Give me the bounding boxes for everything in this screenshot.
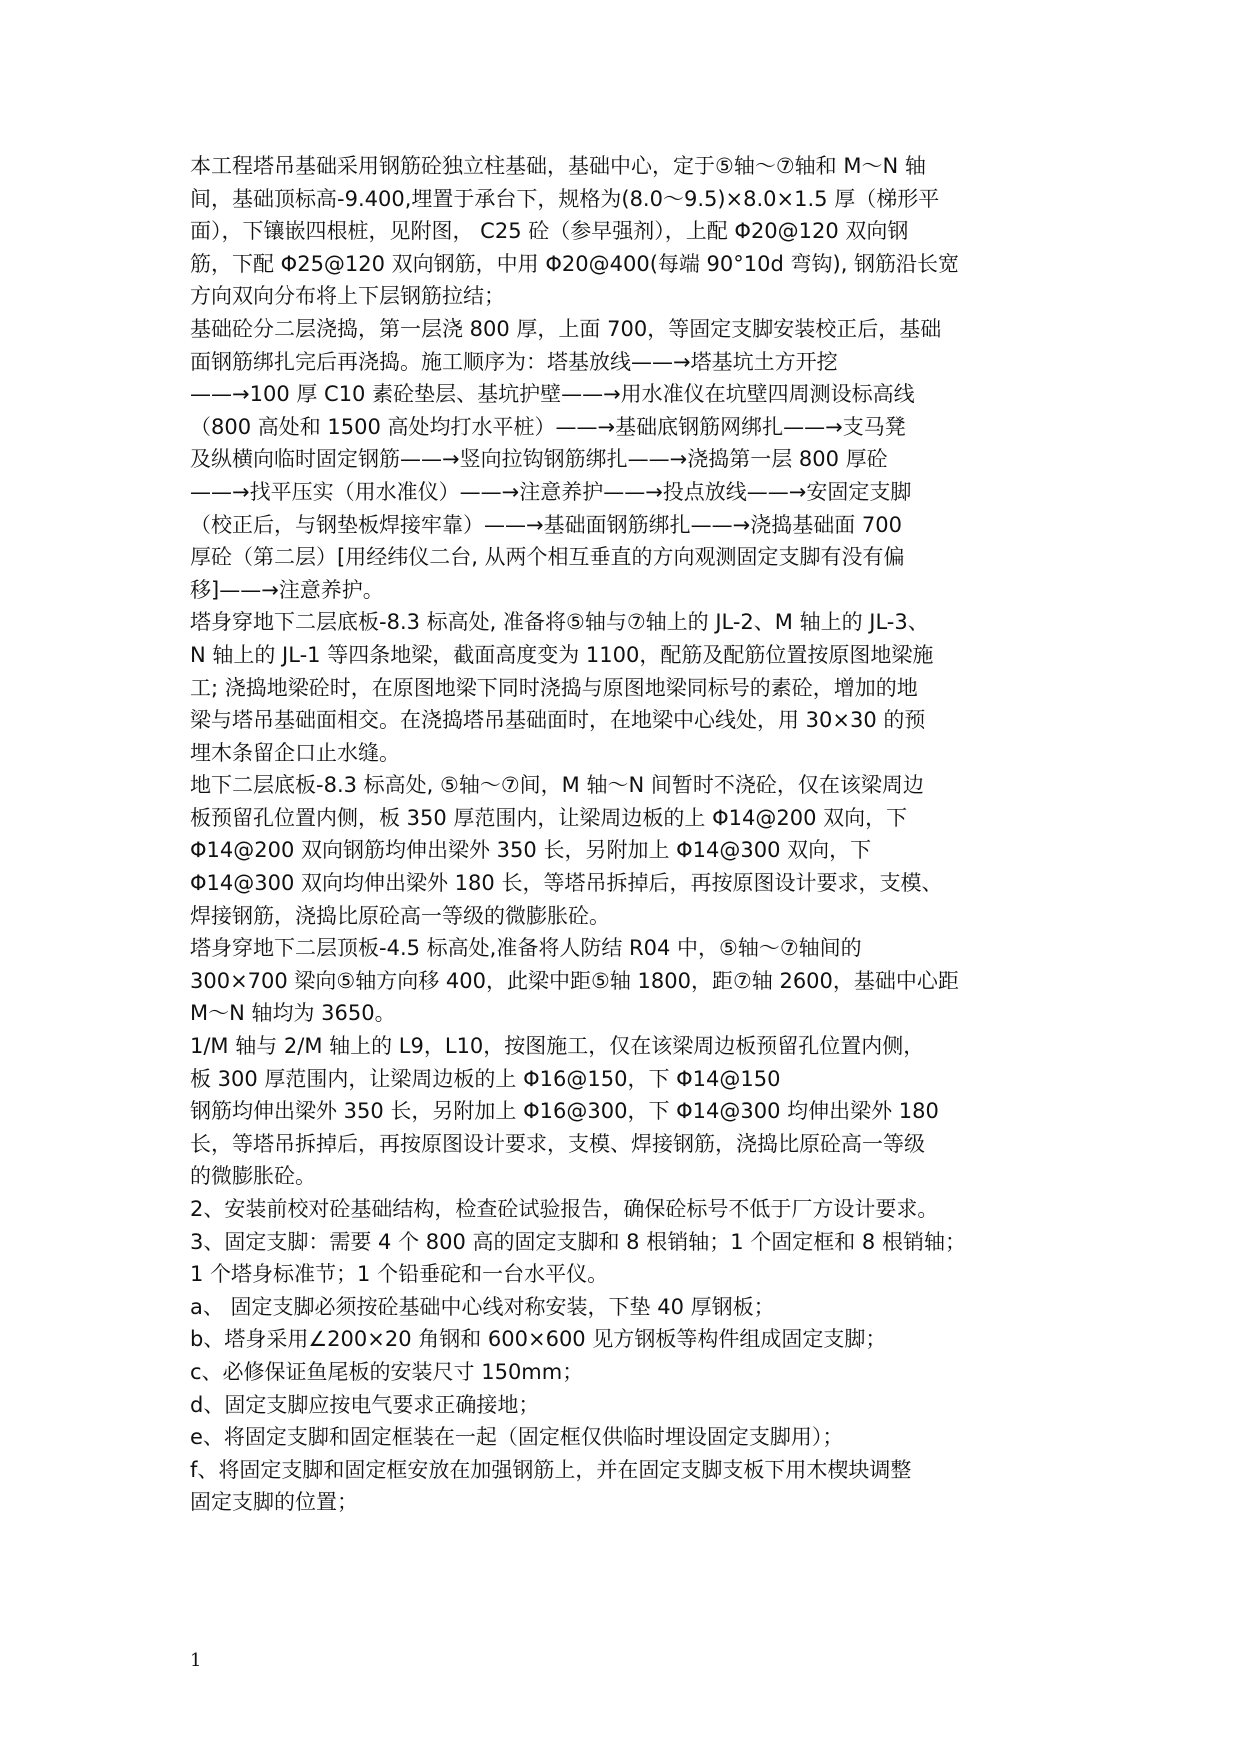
text-line: 基础砼分二层浇捣，第一层浇 800 厚，上面 700，等固定支脚安装校正后，基础 xyxy=(190,316,942,341)
text-line: N 轴上的 JL-1 等四条地梁，截面高度变为 1100，配筋及配筋位置按原图地梁施 xyxy=(190,642,934,667)
text-line: 埋木条留企口止水缝。 xyxy=(190,740,400,765)
text-line: Φ14@200 双向钢筋均伸出梁外 350 长，另附加上 Φ14@300 双向，下 xyxy=(190,838,872,863)
text-line: e、将固定支脚和固定框装在一起（固定框仅供临时埋设固定支脚用）； xyxy=(190,1425,844,1450)
text-line: 固定支脚的位置； xyxy=(190,1490,358,1515)
text-line: f、将固定支脚和固定框安放在加强钢筋上，并在固定支脚支板下用木楔块调整 xyxy=(190,1457,912,1482)
text-line: Φ14@300 双向均伸出梁外 180 长，等塔吊拆掉后，再按原图设计要求，支模、 xyxy=(190,871,943,896)
text-line: 1 个塔身标准节；1 个铅垂砣和一台水平仪。 xyxy=(190,1262,609,1287)
text-line: 间，基础顶标高-9.400,埋置于承台下，规格为(8.0～9.5)×8.0×1.5 厚（梯形平 xyxy=(190,186,940,211)
text-line: 焊接钢筋，浇捣比原砼高一等级的微膨胀砼。 xyxy=(190,903,610,928)
text-line: 方向双向分布将上下层钢筋拉结； xyxy=(190,284,505,309)
text-line: a、 固定支脚必须按砼基础中心线对称安装，下垫 40 厚钢板； xyxy=(190,1294,775,1319)
text-line: 板预留孔位置内侧，板 350 厚范围内，让梁周边板的上 Φ14@200 双向，下 xyxy=(190,805,908,830)
text-line: （校正后，与钢垫板焊接牢靠）——→基础面钢筋绑扎——→浇捣基础面 700 xyxy=(190,512,902,537)
text-line: 及纵横向临时固定钢筋——→竖向拉钩钢筋绑扎——→浇捣第一层 800 厚砼 xyxy=(190,447,888,472)
text-line: 厚砼（第二层）[用经纬仪二台, 从两个相互垂直的方向观测固定支脚有没有偏 xyxy=(190,545,905,570)
text-line: ——→100 厚 C10 素砼垫层、基坑护壁——→用水准仪在坑壁四周测设标高线 xyxy=(190,382,915,407)
document-body xyxy=(190,150,1070,1519)
text-line: M～N 轴均为 3650。 xyxy=(190,1001,396,1026)
text-line: c、必修保证鱼尾板的安装尺寸 150mm； xyxy=(190,1359,584,1384)
text-line: 长，等塔吊拆掉后，再按原图设计要求，支模、焊接钢筋，浇捣比原砼高一等级 xyxy=(190,1131,925,1156)
text-line: ——→找平压实（用水准仪）——→注意养护——→投点放线——→安固定支脚 xyxy=(190,479,912,504)
text-line: 1/M 轴与 2/M 轴上的 L9，L10，按图施工，仅在该梁周边板预留孔位置内侧， xyxy=(190,1034,925,1059)
text-line: 面），下镶嵌四根桩，见附图， C25 砼（参早强剂），上配 Φ20@120 双向钢 xyxy=(190,219,909,244)
text-line: （800 高处和 1500 高处均打水平桩）——→基础底钢筋网绑扎——→支马凳 xyxy=(190,414,906,439)
text-line: 塔身穿地下二层顶板-4.5 标高处,准备将人防结 R04 中，⑤轴～⑦轴间的 xyxy=(190,936,862,961)
text-line: 移]——→注意养护。 xyxy=(190,577,384,602)
text-line: 梁与塔吊基础面相交。在浇捣塔吊基础面时，在地梁中心线处，用 30×30 的预 xyxy=(190,708,926,733)
text-line: 钢筋均伸出梁外 350 长，另附加上 Φ16@300，下 Φ14@300 均伸出梁外 180 xyxy=(190,1099,939,1124)
text-line: 筋，下配 Φ25@120 双向钢筋，中用 Φ20@400(每端 90°10d 弯钩), 钢筋沿长宽 xyxy=(190,251,960,276)
text-line: 工; 浇捣地梁砼时，在原图地梁下同时浇捣与原图地梁同标号的素砼，增加的地 xyxy=(190,675,918,700)
text-line: 面钢筋绑扎完后再浇捣。施工顺序为：塔基放线——→塔基坑土方开挖 xyxy=(190,349,838,374)
text-line: 2、安装前校对砼基础结构，检查砼试验报告，确保砼标号不低于厂方设计要求。 xyxy=(190,1197,939,1221)
text-line: b、塔身采用∠200×20 角钢和 600×600 见方钢板等构件组成固定支脚； xyxy=(190,1327,887,1352)
text-line: 板 300 厚范围内，让梁周边板的上 Φ16@150，下 Φ14@150 xyxy=(190,1066,781,1091)
text-line: 塔身穿地下二层底板-8.3 标高处, 准备将⑤轴与⑦轴上的 JL-2、M 轴上的 JL-3、 xyxy=(190,610,929,635)
text-line: d、固定支脚应按电气要求正确接地； xyxy=(190,1392,540,1417)
text-line: 本工程塔吊基础采用钢筋砼独立柱基础，基础中心，定于⑤轴～⑦轴和 M～N 轴 xyxy=(190,154,926,178)
page-number: 1 xyxy=(190,1650,202,1671)
text-line: 的微膨胀砼。 xyxy=(190,1164,316,1189)
text-line: 地下二层底板-8.3 标高处, ⑤轴～⑦间，M 轴～N 间暂时不浇砼，仅在该梁周边 xyxy=(190,773,924,798)
text-line: 300×700 梁向⑤轴方向移 400，此梁中距⑤轴 1800，距⑦轴 2600，基础中心距 xyxy=(190,968,959,993)
text-line: 3、固定支脚：需要 4 个 800 高的固定支脚和 8 根销轴；1 个固定框和 8 根销轴； xyxy=(190,1229,966,1254)
